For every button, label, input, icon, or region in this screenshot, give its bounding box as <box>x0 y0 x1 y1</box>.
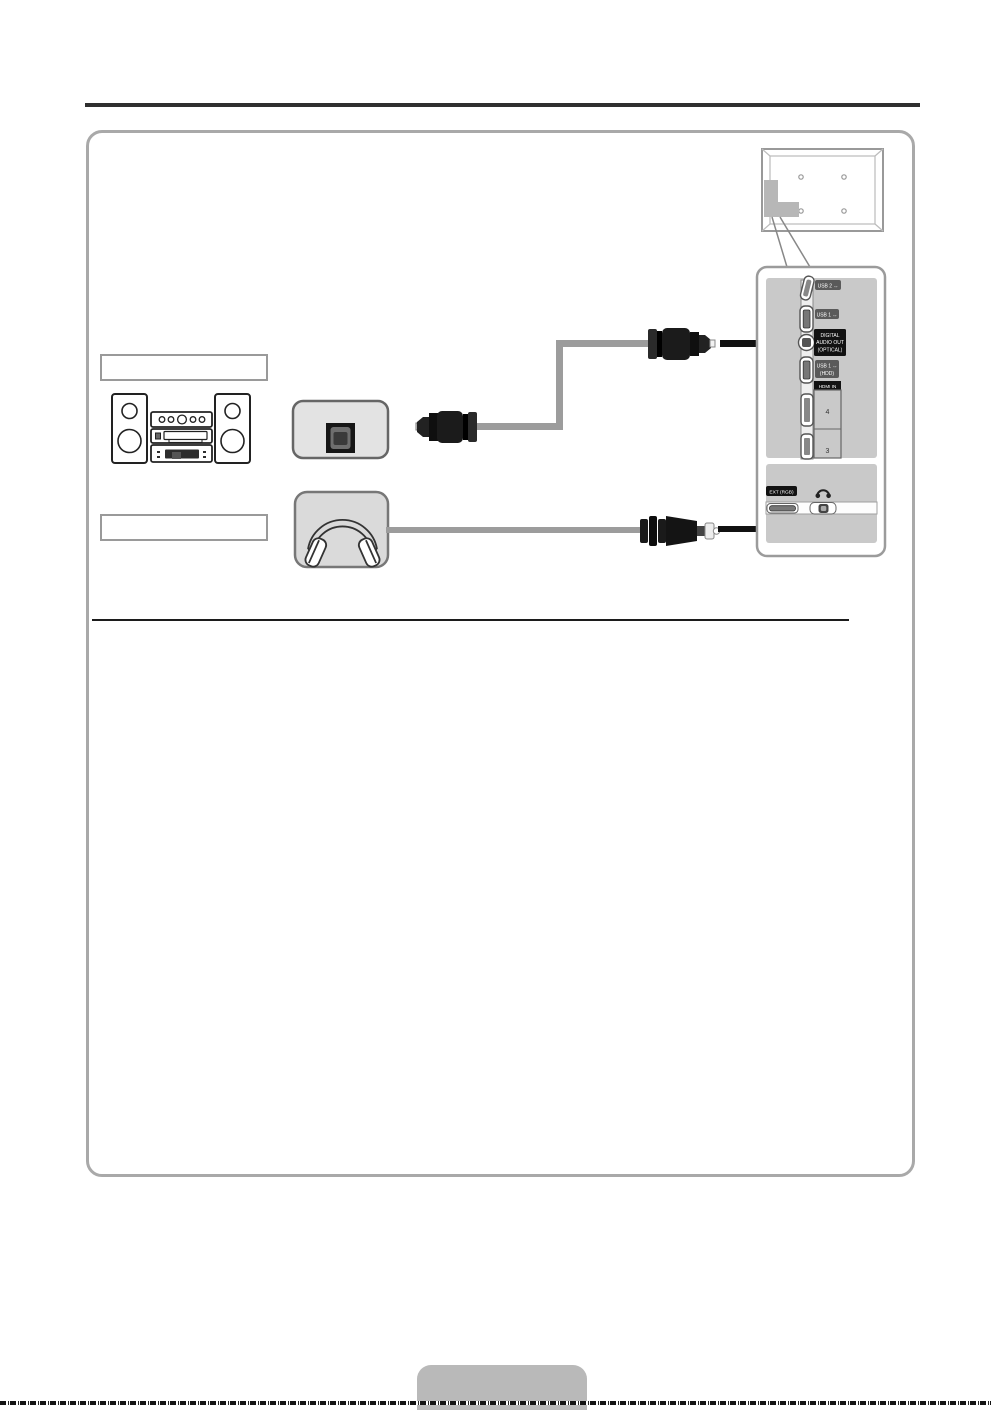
optical-out-port-icon <box>799 335 815 351</box>
headphone-plug-icon <box>640 516 720 546</box>
ext-rgb-label: EXT (RGB) <box>769 490 794 496</box>
side-panel-zoom <box>757 267 885 556</box>
hdmi-in-label: HDMI IN <box>818 383 837 389</box>
optical-port-box <box>293 401 388 458</box>
usb1-port-icon <box>800 306 813 332</box>
audio-system-icon <box>112 394 250 463</box>
optical-cable <box>474 344 650 427</box>
digital-audio-out-label-3: (OPTICAL) <box>817 347 843 354</box>
digital-audio-out-label-2: AUDIO OUT <box>816 340 844 347</box>
hdmi3-port-icon <box>801 434 813 459</box>
usb1-hdd-port-icon <box>800 357 813 383</box>
headphones-box <box>295 492 388 569</box>
usb2-label: USB 2 ↔ <box>817 283 839 290</box>
hdmi-port-4-label: 4 <box>825 409 830 416</box>
optical-port-icon <box>326 423 355 453</box>
hdmi-port-3-label: 3 <box>825 448 830 455</box>
hdmi4-port-icon <box>801 394 813 426</box>
headphone-jack-socket-icon <box>810 503 836 515</box>
headphone-cable <box>386 527 642 533</box>
usb1-label: USB 1 ↔ <box>816 312 838 319</box>
scart-connector-icon <box>767 504 798 514</box>
optical-plug-right-icon <box>648 328 715 360</box>
usb1-hdd-label-2: (HDD) <box>819 370 835 377</box>
digital-audio-out-label-1: DIGITAL <box>820 332 840 339</box>
usb1-hdd-label-1: USB 1 ↔ <box>816 363 838 370</box>
optical-plug-left-icon <box>416 411 477 443</box>
